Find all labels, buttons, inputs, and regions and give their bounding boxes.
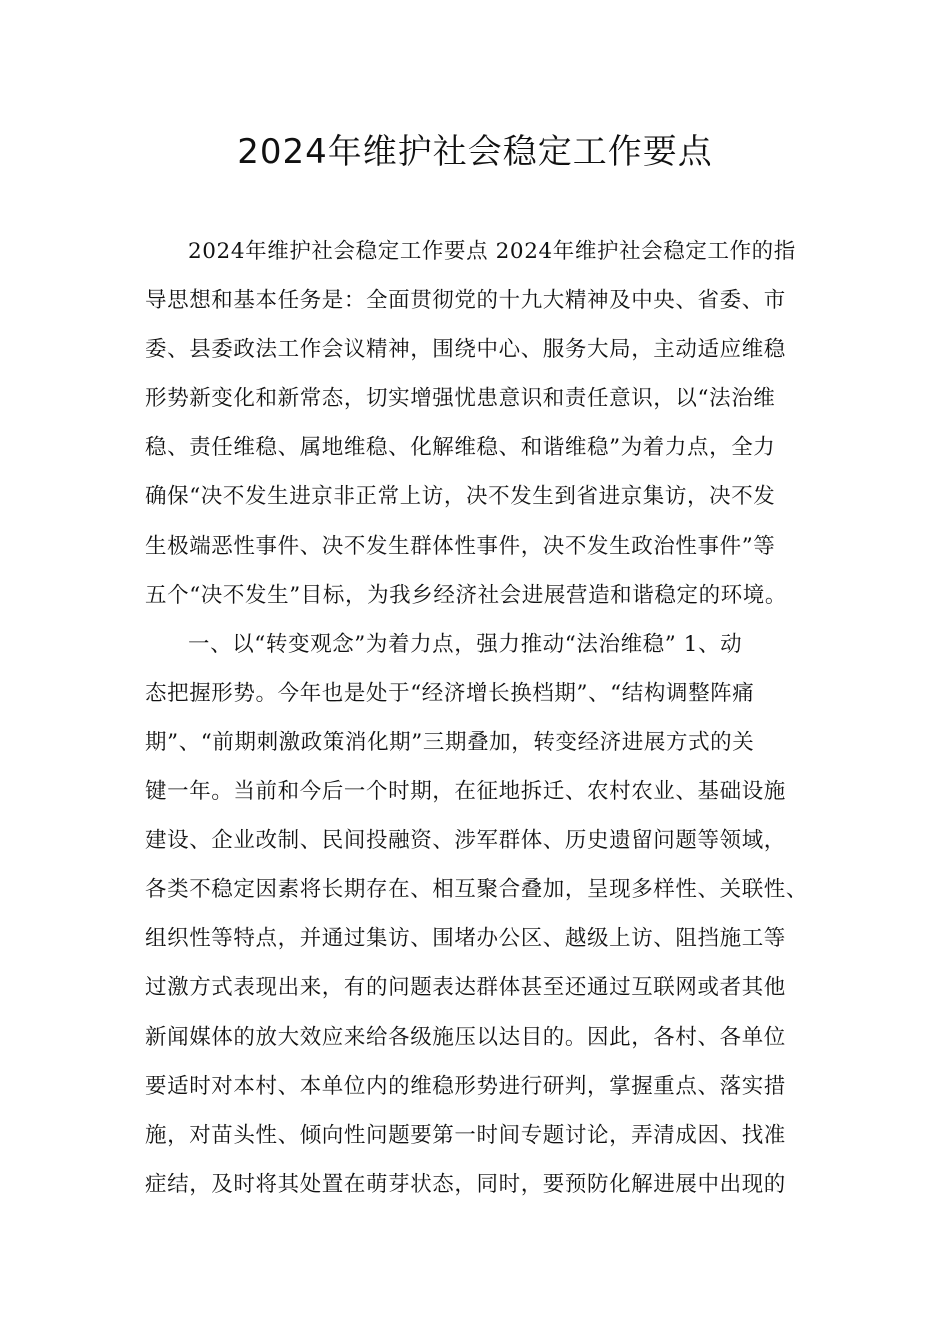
paragraph-line: 症结，及时将其处置在萌芽状态，同时，要预防化解进展中出现的 xyxy=(145,1171,786,1197)
document-title: 2024年维护社会稳定工作要点 xyxy=(237,132,713,172)
paragraph-line: 各类不稳定因素将长期存在、相互聚合叠加，呈现多样性、关联性、 xyxy=(145,877,809,903)
document-body xyxy=(145,234,825,1216)
paragraph-line: 施，对苗头性、倾向性问题要第一时间专题讨论，弄清成因、找准 xyxy=(145,1122,786,1148)
paragraph-line: 新闻媒体的放大效应来给各级施压以达目的。因此，各村、各单位 xyxy=(145,1024,786,1050)
paragraph-line: 态把握形势。今年也是处于“经济增长换档期”、“结构调整阵痛 xyxy=(145,680,755,706)
paragraph-line: 一、以“转变观念”为着力点，强力推动“法治维稳” 1、动 xyxy=(188,631,743,657)
paragraph-line: 过激方式表现出来，有的问题表达群体甚至还通过互联网或者其他 xyxy=(145,975,786,1001)
paragraph-line: 生极端恶性事件、决不发生群体性事件，决不发生政治性事件”等 xyxy=(145,533,776,559)
paragraph-line: 组织性等特点，并通过集访、围堵办公区、越级上访、阻挡施工等 xyxy=(145,926,786,952)
paragraph-line: 导思想和基本任务是：全面贯彻党的十九大精神及中央、省委、市 xyxy=(145,288,786,314)
paragraph-line: 稳、责任维稳、属地维稳、化解维稳、和谐维稳”为着力点，全力 xyxy=(145,435,776,461)
paragraph-line: 形势新变化和新常态，切实增强忧患意识和责任意识，以“法治维 xyxy=(145,386,776,412)
paragraph-line: 期”、“前期刺激政策消化期”三期叠加，转变经济进展方式的关 xyxy=(145,729,755,755)
paragraph-line: 要适时对本村、本单位内的维稳形势进行研判，掌握重点、落实措 xyxy=(145,1073,786,1099)
paragraph-line: 键一年。当前和今后一个时期，在征地拆迁、农村农业、基础设施 xyxy=(145,779,786,805)
paragraph-line: 建设、企业改制、民间投融资、涉军群体、历史遗留问题等领域， xyxy=(145,828,786,854)
paragraph-line: 五个“决不发生”目标，为我乡经济社会进展营造和谐稳定的环境。 xyxy=(145,582,787,608)
paragraph-line: 委、县委政法工作会议精神，围绕中心、服务大局，主动适应维稳 xyxy=(145,337,786,363)
paragraph-line: 2024年维护社会稳定工作要点 2024年维护社会稳定工作的指 xyxy=(188,239,796,264)
paragraph-line: 确保“决不发生进京非正常上访，决不发生到省进京集访，决不发 xyxy=(145,484,776,510)
